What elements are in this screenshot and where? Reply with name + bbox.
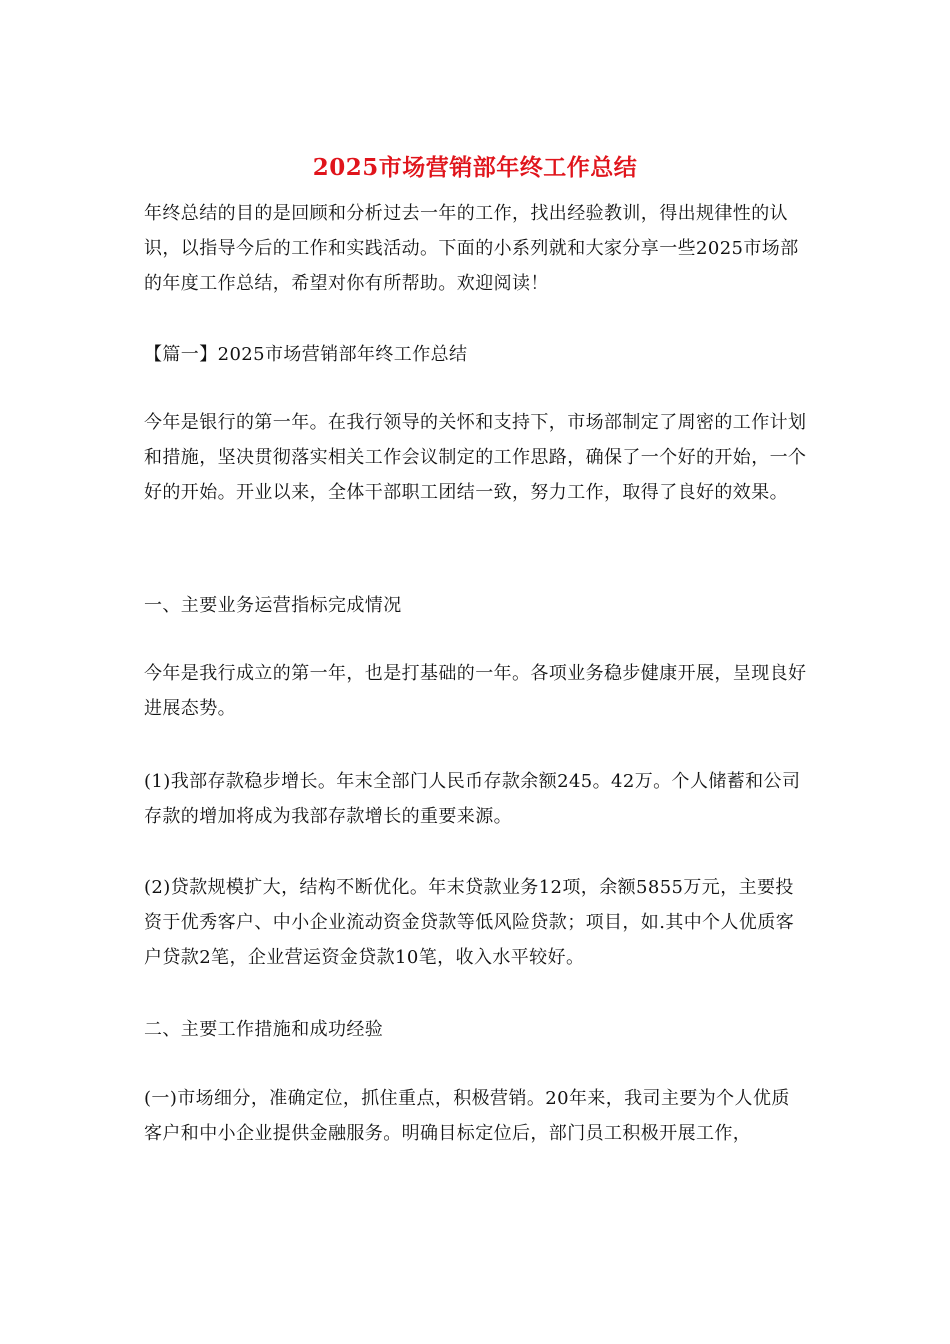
operations-paragraph [144,656,808,726]
section-heading-1 [144,588,808,623]
loan-paragraph [144,870,808,975]
deposit-paragraph [144,764,808,834]
paragraph: (一)市场细分，准确定位，抓住重点，积极营销。20年来，我司主要为个人优质客户和中小企业提供金融服务。明确目标定位后，部门员工积极开展工作， [144,1088,790,1144]
section-heading-2 [144,1012,808,1047]
intro-paragraph [144,196,808,301]
paragraph: 年终总结的目的是回顾和分析过去一年的工作，找出经验教训，得出规律性的认识，以指导今后的工作和实践活动。下面的小系列就和大家分享一些2025市场部的年度工作总结，希望对你有所帮助。欢迎阅读！ [144,203,799,294]
section-heading-part-one [144,337,808,372]
paragraph: 二、主要工作措施和成功经验 [144,1019,384,1040]
paragraph: 【篇一】2025市场营销部年终工作总结 [144,344,468,365]
opening-paragraph [144,405,808,510]
paragraph: (1)我部存款稳步增长。年末全部门人民币存款余额245。42万。个人储蓄和公司存款的增加将成为我部存款增长的重要来源。 [144,771,801,827]
paragraph: 今年是银行的第一年。在我行领导的关怀和支持下，市场部制定了周密的工作计划和措施，坚决贯彻落实相关工作会议制定的工作思路，确保了一个好的开始，一个好的开始。开业以来，全体干部职工团结一致，努力工作，取得了良好的效果。 [144,412,807,503]
market-segment-paragraph [144,1081,808,1151]
paragraph: 今年是我行成立的第一年，也是打基础的一年。各项业务稳步健康开展，呈现良好进展态势。 [144,663,807,719]
paragraph: 一、主要业务运营指标完成情况 [144,595,402,616]
document-title: 2025市场营销部年终工作总结 [312,154,638,181]
paragraph: (2)贷款规模扩大，结构不断优化。年末贷款业务12项，余额5855万元，主要投资于优秀客户、中小企业流动资金贷款等低风险贷款；项目，如.其中个人优质客户贷款2笔，企业营运资金贷款10笔，收入水平较好。 [144,877,795,968]
